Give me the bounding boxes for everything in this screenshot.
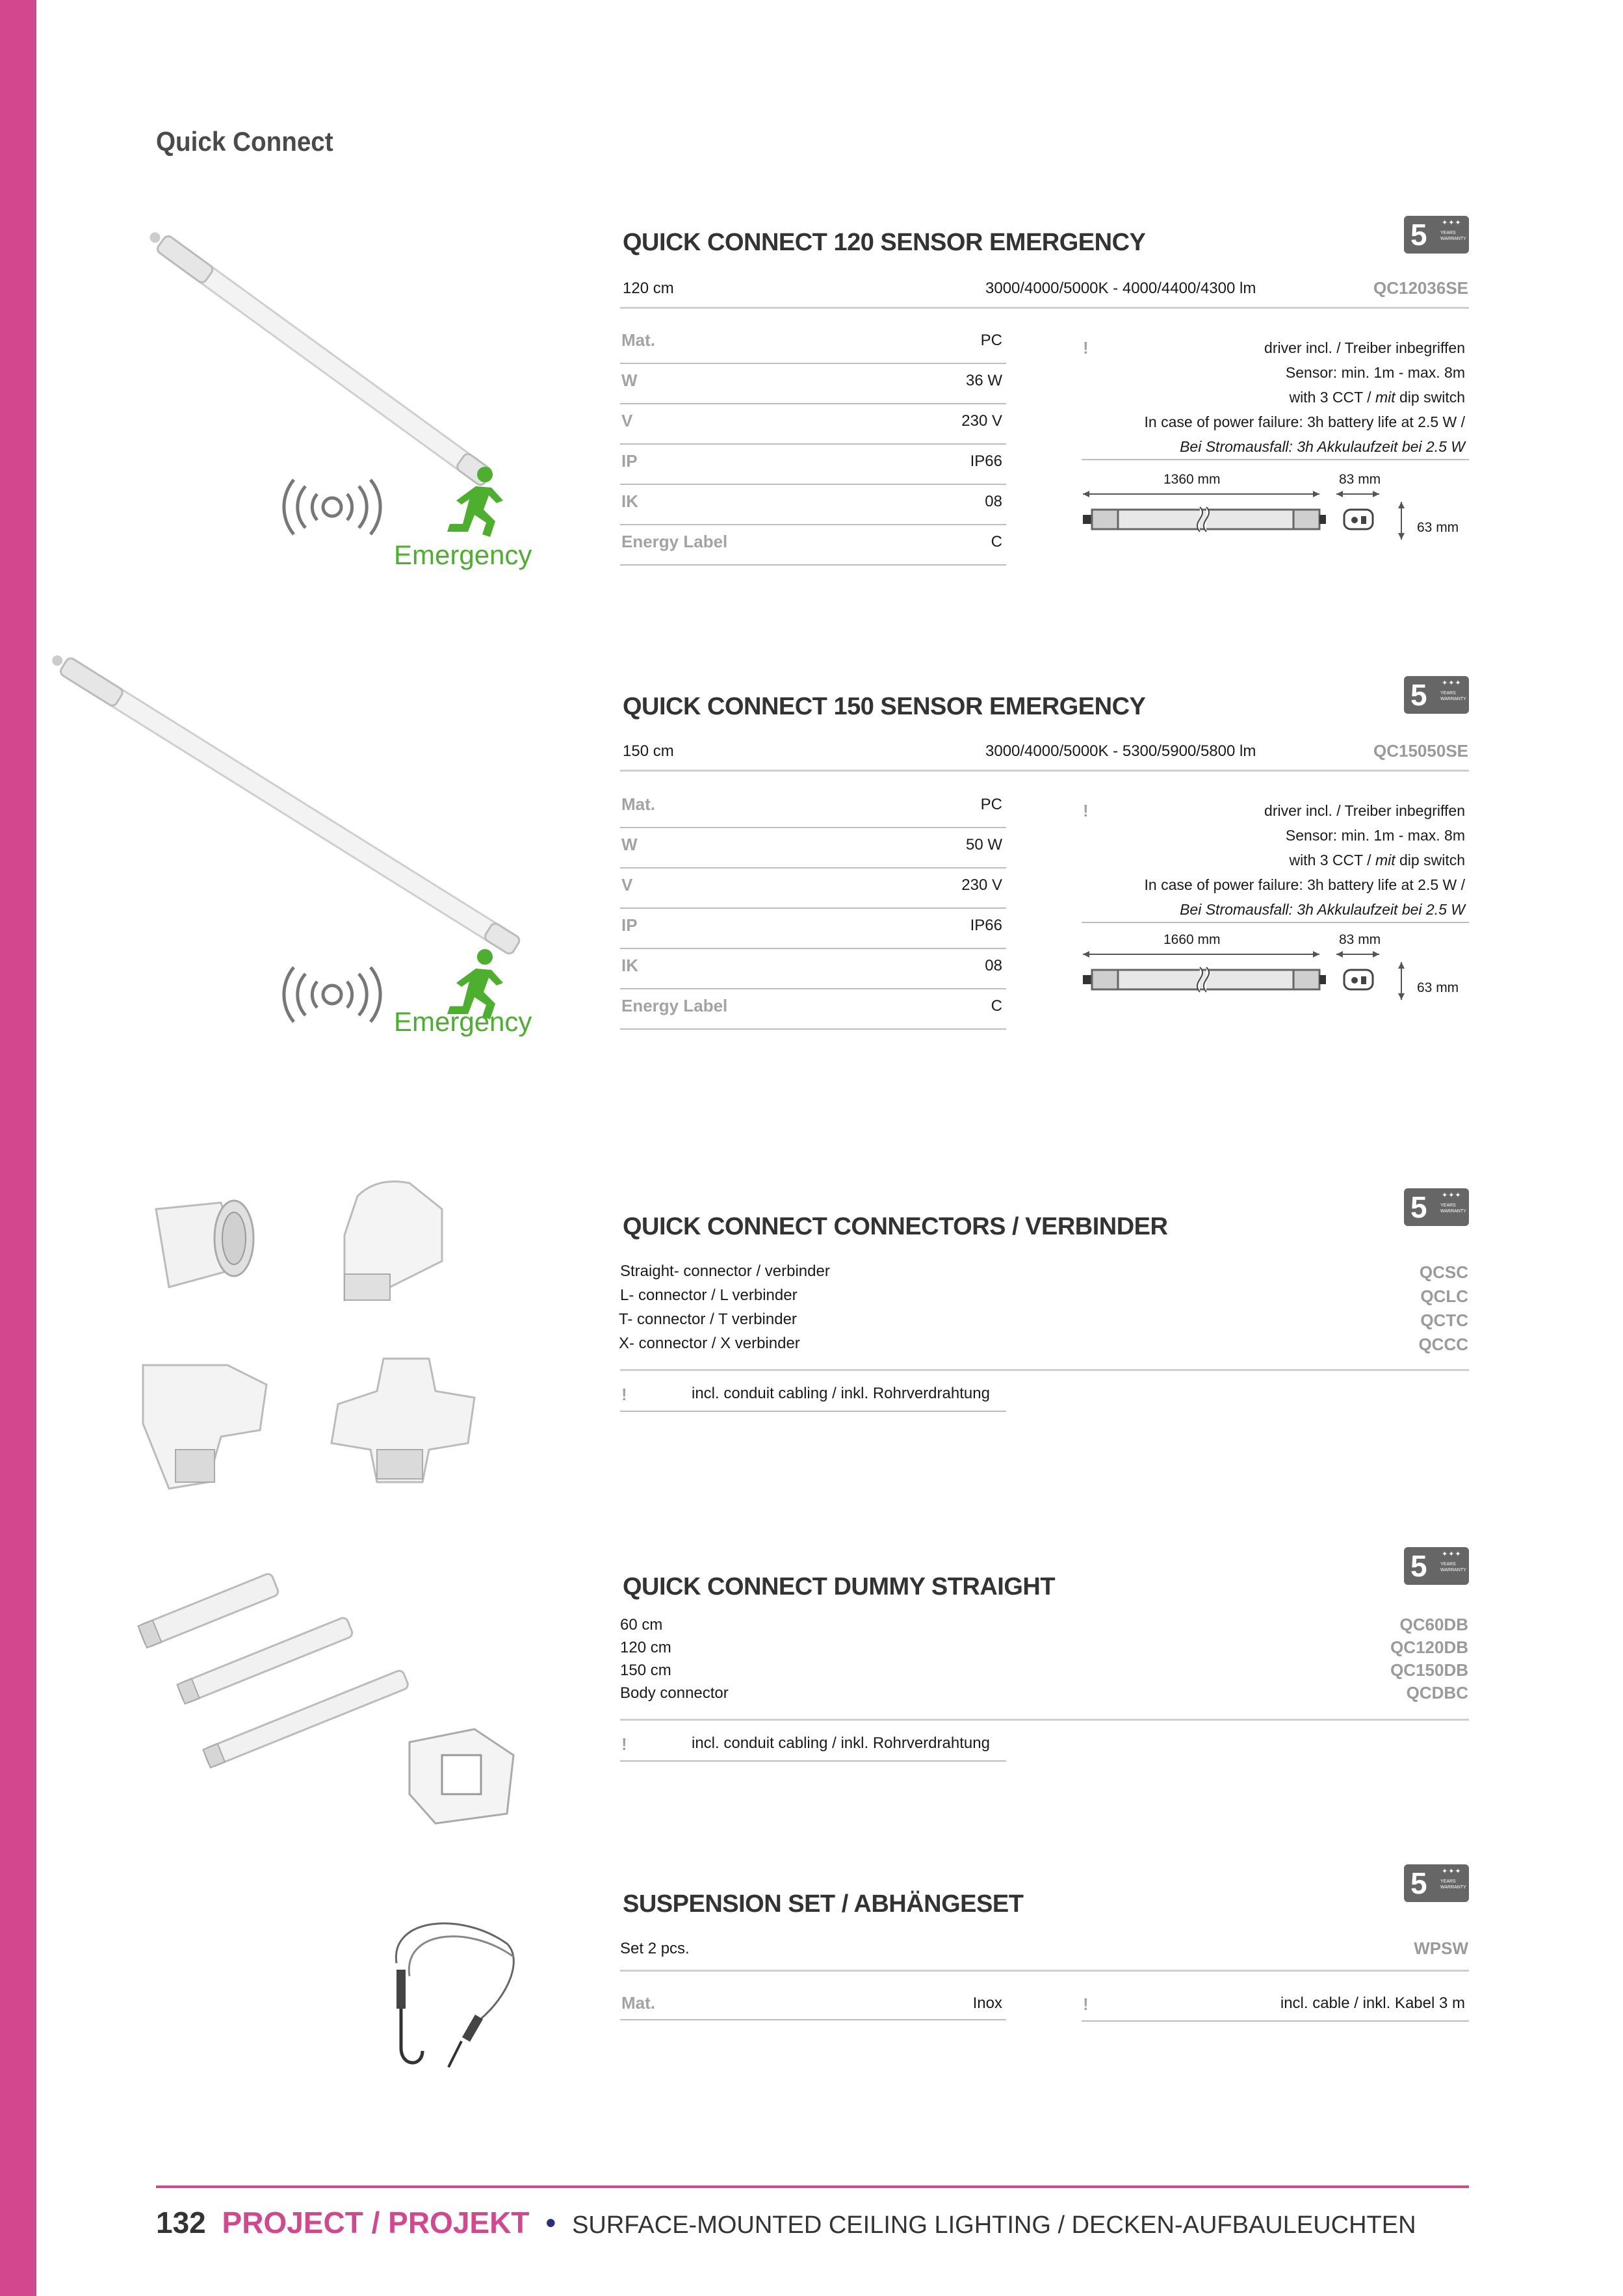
product-length: 120 cm — [623, 280, 674, 297]
product-notes: ! driver incl. / Treiber inbegriffen Sensor: min. 1m - max. 8m with 3 CCT / mit dip switch In case of power failure: 3h battery life at 2.5 W / Bei Stromausfall: 3h Akkulaufzeit bei 2.5 W — [1082, 798, 1469, 923]
section-title: QUICK CONNECT CONNECTORS / VERBINDER — [623, 1213, 1168, 1240]
page-title: Quick Connect — [156, 126, 333, 157]
product-code: QC15050SE — [1373, 741, 1468, 761]
warranty-years: 5 — [1410, 218, 1427, 252]
suspension-cable-image — [383, 1905, 526, 2093]
product-title: QUICK CONNECT 120 SENSOR EMERGENCY — [623, 229, 1146, 256]
list-item-code: QCLC — [1420, 1286, 1468, 1306]
t-connector-image — [130, 1346, 279, 1489]
warranty-badge — [1404, 216, 1469, 254]
dim-length: 1360 mm — [1163, 472, 1221, 487]
list-item-label: T- connector / T verbinder — [619, 1311, 797, 1328]
product-title: QUICK CONNECT 150 SENSOR EMERGENCY — [623, 693, 1146, 720]
product-image-tube-150 — [52, 650, 559, 949]
list-item-label: X- connector / X verbinder — [619, 1335, 800, 1352]
spec-row: V 230 V — [620, 403, 1006, 445]
warranty-years: 5 — [1410, 678, 1427, 712]
product-lumen-spec: 3000/4000/5000K - 4000/4400/4300 lm — [985, 280, 1256, 297]
list-item-code: QC120DB — [1390, 1637, 1468, 1657]
dimension-drawing — [1079, 488, 1417, 559]
spec-row: Energy Label C — [620, 524, 1006, 566]
warranty-years: 5 — [1410, 1866, 1427, 1900]
emergency-label: Emergency — [394, 1006, 532, 1037]
list-item-code: QCSC — [1419, 1262, 1468, 1282]
dim-height: 63 mm — [1417, 520, 1459, 535]
connectors-note: ! incl. conduit cabling / inkl. Rohrverdrahtung — [620, 1381, 1006, 1412]
warranty-text: YEARS WARRANTY — [1440, 691, 1466, 701]
warranty-badge — [1404, 1188, 1469, 1226]
page-number: 132 — [156, 2206, 206, 2239]
warranty-years: 5 — [1410, 1549, 1427, 1583]
dummy-150-image — [195, 1658, 416, 1788]
dim-width: 83 mm — [1339, 932, 1381, 947]
dim-length: 1660 mm — [1163, 932, 1221, 947]
page-footer — [156, 2205, 1416, 2240]
product-code: QC12036SE — [1373, 278, 1468, 298]
product-image-tube-120 — [149, 228, 526, 462]
body-connector-image — [396, 1716, 526, 1827]
emergency-label: Emergency — [394, 540, 532, 570]
motion-sensor-icon — [283, 475, 381, 540]
warranty-text: YEARS WARRANTY — [1440, 1203, 1466, 1214]
motion-sensor-icon — [283, 962, 381, 1027]
list-item-code: QCCC — [1418, 1335, 1468, 1354]
warranty-stars-icon: ✦✦✦ — [1442, 1550, 1462, 1558]
footer-bullet: • — [545, 2206, 556, 2239]
spec-row: IK 08 — [620, 948, 1006, 989]
list-item-label: Straight- connector / verbinder — [620, 1262, 830, 1280]
warranty-stars-icon: ✦✦✦ — [1442, 1868, 1462, 1875]
list-item-label: 120 cm — [620, 1639, 671, 1656]
spec-row: Mat. Inox — [620, 1985, 1006, 2020]
suspension-note: ! incl. cable / inkl. Kabel 3 m — [1082, 1990, 1469, 2022]
warranty-badge — [1404, 676, 1469, 714]
warranty-stars-icon: ✦✦✦ — [1442, 1192, 1462, 1199]
list-item-code: QCDBC — [1406, 1683, 1468, 1702]
divider — [620, 770, 1469, 772]
list-item-label: Body connector — [620, 1684, 729, 1702]
list-item-label: 60 cm — [620, 1616, 663, 1634]
list-item-label: 150 cm — [620, 1662, 671, 1679]
spec-row: IP IP66 — [620, 907, 1006, 949]
l-connector-image — [318, 1170, 455, 1313]
divider — [620, 1369, 1469, 1371]
product-lumen-spec: 3000/4000/5000K - 5300/5900/5800 lm — [985, 742, 1256, 760]
straight-connector-image — [143, 1190, 266, 1307]
spec-row: IP IP66 — [620, 443, 1006, 485]
list-item-label: L- connector / L verbinder — [620, 1286, 798, 1304]
set-quantity: Set 2 pcs. — [620, 1940, 690, 1957]
spec-row: Energy Label C — [620, 988, 1006, 1030]
spec-row: IK 08 — [620, 484, 1006, 525]
x-connector-image — [318, 1346, 481, 1489]
warranty-badge — [1404, 1864, 1469, 1902]
spec-row: W 36 W — [620, 363, 1006, 404]
spec-row: Mat. PC — [620, 787, 1006, 828]
product-notes: ! driver incl. / Treiber inbegriffen Sensor: min. 1m - max. 8m with 3 CCT / mit dip switch In case of power failure: 3h battery life at 2.5 W / Bei Stromausfall: 3h Akkulaufzeit bei 2.5 W — [1082, 335, 1469, 460]
warranty-badge — [1404, 1547, 1469, 1585]
footer-rule — [156, 2185, 1469, 2188]
divider — [620, 307, 1469, 309]
warranty-text: YEARS WARRANTY — [1440, 1562, 1466, 1572]
list-item-code: QCTC — [1420, 1311, 1468, 1330]
emergency-exit-icon — [438, 464, 516, 542]
warranty-text: YEARS WARRANTY — [1440, 1879, 1466, 1890]
section-title: SUSPENSION SET / ABHÄNGESET — [623, 1890, 1024, 1918]
footer-project: PROJECT / PROJEKT — [222, 2206, 530, 2239]
brand-side-bar — [0, 0, 36, 2296]
spec-row: W 50 W — [620, 827, 1006, 868]
list-item-code: QC60DB — [1399, 1615, 1468, 1634]
product-length: 150 cm — [623, 742, 674, 760]
dimension-drawing — [1079, 948, 1417, 1019]
dummy-note: ! incl. conduit cabling / inkl. Rohrverdrahtung — [620, 1730, 1006, 1762]
divider — [620, 1719, 1469, 1721]
warranty-years: 5 — [1410, 1190, 1427, 1224]
section-title: QUICK CONNECT DUMMY STRAIGHT — [623, 1573, 1056, 1600]
footer-category: SURFACE-MOUNTED CEILING LIGHTING / DECKEN-AUFBAULEUCHTEN — [572, 2211, 1416, 2239]
divider — [620, 1970, 1469, 1972]
warranty-stars-icon: ✦✦✦ — [1442, 679, 1462, 687]
spec-row: Mat. PC — [620, 322, 1006, 364]
dim-width: 83 mm — [1339, 472, 1381, 487]
dim-height: 63 mm — [1417, 980, 1459, 995]
warranty-text: YEARS WARRANTY — [1440, 231, 1466, 241]
spec-row: V 230 V — [620, 867, 1006, 909]
product-code: WPSW — [1414, 1938, 1468, 1958]
list-item-code: QC150DB — [1390, 1660, 1468, 1680]
warranty-stars-icon: ✦✦✦ — [1442, 219, 1462, 227]
